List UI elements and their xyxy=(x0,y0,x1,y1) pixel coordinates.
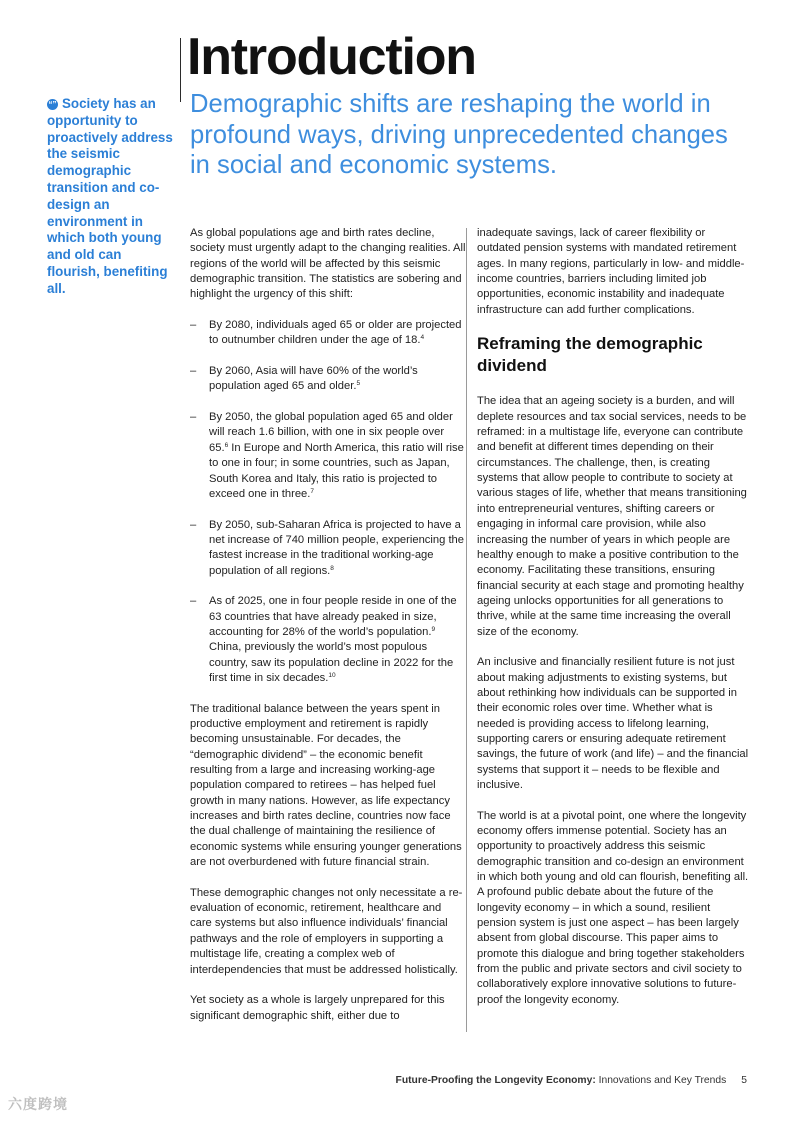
column-divider xyxy=(466,228,467,1032)
page-number: 5 xyxy=(741,1075,747,1086)
footnote-ref[interactable]: 4 xyxy=(420,334,425,342)
bullet-dash: – xyxy=(190,595,197,608)
list-item: – By 2080, individuals aged 65 or older are projected to outnumber children under the age of 18.$^4$ xyxy=(190,319,462,347)
footnote-ref[interactable]: 7 xyxy=(310,487,315,495)
list-item: – By 2050, the global population aged 65 and older will reach 1.6 billion, with one in six people over 65.$^6$ In Europe and North America, this ratio will rise to one in four; in some countries, such as Japan, South Korea and Italy, this ratio is projected to exceed one in three.$^7$ xyxy=(190,411,464,500)
intro-paragraph: As global populations age and birth rates decline, society must urgently adapt to the changing realities. All regions of the world will be affected by this seismic demographic transition. The statistics are sobering and highlight the urgency of this shift: xyxy=(190,227,466,301)
footnote-ref[interactable]: 10 xyxy=(328,671,336,679)
watermark: 六度跨境 xyxy=(8,1096,68,1112)
footnote-ref[interactable]: 5 xyxy=(356,380,361,388)
body-paragraph: An inclusive and financially resilient future is not just about making adjustments to existing systems, but about rethinking how individuals can be supported in their economic roles over time. Whether what is needed is providing access to lifelong learning, supporting carers or ensuring adequate retirement savings, the future of work (and life) – and the financial systems that support it – needs to be flexible and inclusive. xyxy=(477,656,749,791)
report-subtitle: Innovations and Key Trends xyxy=(595,1075,727,1086)
body-paragraph: The world is at a pivotal point, one where the longevity economy offers immense potential. Society has an opportunity to proactively address this seismic demographic transition and co-design an environment in which both young and old can flourish, benefiting all. A profound public debate about the future of the longevity economy – in which a sound, resilient pension system is just one aspect – has been largely absent from global discourse. This paper aims to promote this dialogue and bring together stakeholders from the public and private sectors and civil society to collaboratively explore innovative solutions to future-proof the longevity economy. xyxy=(477,809,749,1006)
right-column xyxy=(477,226,749,1024)
body-paragraph: inadequate savings, lack of career flexibility or outdated pension systems with mandated retirement ages. In many regions, particularly in low- and middle-income countries, barriers including limited job opportunities, economic instability and inadequate infrastructure can add further complications. xyxy=(477,227,745,316)
lede: Demographic shifts are reshaping the world in profound ways, driving unprecedented changes in social and economic systems. xyxy=(190,90,728,179)
footnote-ref[interactable]: 8 xyxy=(330,564,334,572)
list-item: – By 2050, sub-Saharan Africa is projected to have a net increase of 740 million people, experiencing the fastest increase in the traditional working-age population of all regions.$^8$ xyxy=(190,518,464,577)
footnote-ref[interactable]: 6 xyxy=(224,441,229,449)
bullet-dash: – xyxy=(190,365,197,378)
bullet-dash: – xyxy=(190,411,197,424)
body-paragraph: These demographic changes not only necessitate a re-evaluation of economic, retirement, healthcare and care systems but also influence individuals’ financial pathways and the role of employers in supporting a multistage life, creating a complex web of interdependencies that must be addressed holistically. xyxy=(190,886,463,976)
report-title: Future-Proofing the Longevity Economy: xyxy=(395,1075,596,1086)
body-paragraph: The traditional balance between the years spent in productive employment and retirement is rapidly becoming unsustainable. For decades, the “demographic dividend” – the economic benefit resulting from a large and increasing working-age population compared to retirees – has helped fuel growth in many nations. However, as life expectancy increases and birth rates decline, countries now face the dual challenge of maintaining the resilience of economic systems while ensuring younger generations are not overburdened with future financial strain. xyxy=(190,702,462,869)
page-title: Introduction xyxy=(187,28,476,86)
page-footer xyxy=(396,1075,747,1086)
list-item: – By 2060, Asia will have 60% of the world’s population aged 65 and older.$^5$ xyxy=(190,365,418,393)
pull-quote xyxy=(47,96,175,298)
body-paragraph: The idea that an ageing society is a burden, and will deplete resources and tax social services, needs to be reframed: in a multistage life, everyone can contribute and benefit at different times depending on their circumstances. The challenge, then, is creating systems that allow people to contribute to society at various stages of life, whether that means transitioning into entrepreneurial ventures, shifting careers or engaging in informal care provision, while also increasing the number of years in which people are healthy enough to make a positive contribution to the economy. Facilitating these transitions, ensuring financial security at each stage and promoting healthy ageing unlocks opportunities for all generations to thrive, while at the same time increasing the overall size of the economy. xyxy=(477,395,747,638)
bullet-dash: – xyxy=(190,518,197,531)
footnote-ref[interactable]: 9 xyxy=(431,625,436,633)
statistics-list xyxy=(190,318,466,686)
section-heading: Reframing the demographic dividend xyxy=(477,334,703,375)
body-paragraph: Yet society as a whole is largely unprepared for this significant demographic shift, either due to xyxy=(190,994,445,1022)
pull-quote-text: Society has an opportunity to proactively address the seismic demographic transition and co-design an environment in which both young and old can flourish, benefiting all. xyxy=(47,96,173,296)
list-item: – As of 2025, one in four people reside in one of the 63 countries that have already peaked in size, accounting for 28% of the world’s population.$^9$ China, previously the world’s most populous country, saw its population decline in 2022 for the first time in six decades.$^{10}$ xyxy=(190,595,457,684)
left-column xyxy=(190,226,466,1039)
title-divider xyxy=(180,38,181,102)
quote-mark-icon: “” xyxy=(48,100,57,109)
bullet-dash: – xyxy=(190,319,197,332)
